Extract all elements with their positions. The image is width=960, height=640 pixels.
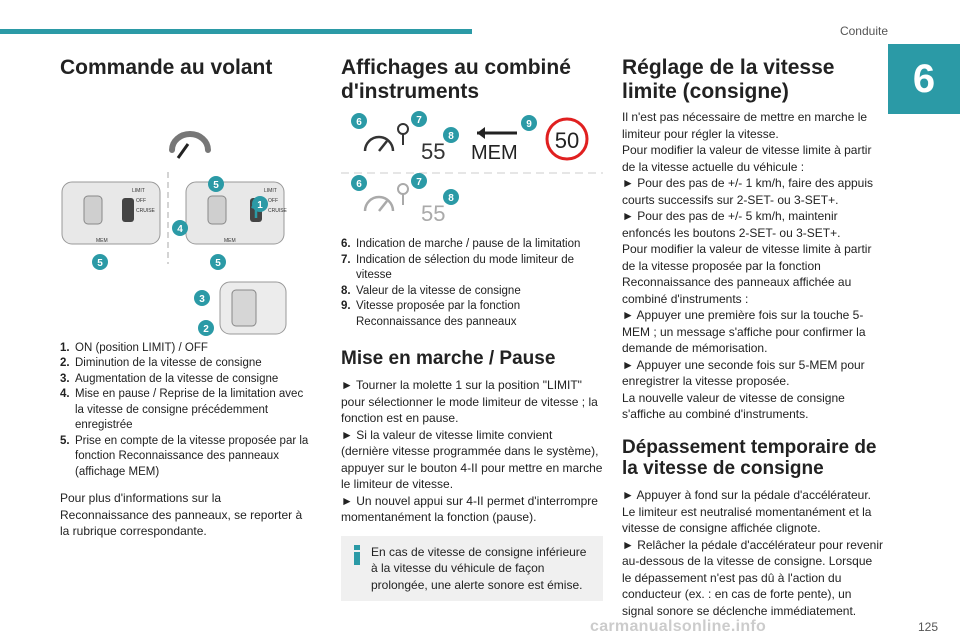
callout-9 [521, 115, 537, 131]
svg-text:6: 6 [356, 179, 362, 191]
label-mem-right: MEM [224, 237, 236, 244]
svg-text:7: 7 [416, 115, 422, 127]
info-icon [351, 545, 363, 565]
speed-value-paused: 55 [421, 201, 446, 227]
legend-list-controls [60, 341, 310, 481]
heading-reglage: Réglage de la vitesse limite (consigne) [622, 56, 835, 103]
paragraph: ► Pour des pas de +/- 5 km/h, maintenir enfoncés les boutons 2-SET- ou 3-SET+. [622, 209, 841, 240]
legend-list-display [341, 237, 603, 330]
callout-8 [443, 127, 459, 143]
steering-wheel-icon [172, 134, 208, 158]
limiter-gauge-icon-paused [365, 197, 393, 211]
svg-text:7: 7 [416, 177, 422, 189]
label-limit: LIMIT [132, 187, 145, 194]
column-speed-setting [622, 56, 884, 619]
arrow-left-icon [477, 127, 517, 139]
legend-item: 2. Diminution de la vitesse de consigne [60, 357, 262, 370]
info-paragraph: Pour plus d'informations sur la Reconnaissance des panneaux, se reporter à la rubrique correspondante. [60, 491, 303, 539]
label-mem: MEM [96, 237, 108, 244]
svg-text:5: 5 [215, 257, 221, 269]
svg-text:8: 8 [448, 193, 454, 205]
header-accent-bar [0, 29, 472, 34]
section-title: Conduite [839, 24, 888, 38]
paragraph: ► Relâcher la pédale d'accélérateur pour revenir au-dessous de la vitesse de consigne. Lorsque le dépassement n'est pas dû à l'action du conducteur (ex. : en cas de forte pente), un signal sonore se déclenche immédiatement. [622, 537, 883, 618]
paragraph: Pour modifier la valeur de vitesse limite à partir de la vitesse proposée par la fonction Reconnaissance des panneaux affichée au combiné d'instruments : [622, 242, 872, 306]
legend-item: 5. Prise en compte de la vitesse proposée par la fonction Reconnaissance des panneaux (affichage MEM) [60, 434, 309, 478]
legend-item: 3. Augmentation de la vitesse de consigne [60, 372, 279, 385]
legend-item: 8. Valeur de la vitesse de consigne [341, 284, 521, 297]
callout-8b [443, 189, 459, 205]
paragraph: ► Si la valeur de vitesse limite convient (dernière vitesse programmée dans le système), appuyer sur le bouton 4-II pour mettre en marche le limiteur de vitesse. [341, 427, 603, 492]
paragraph: ► Appuyer une seconde fois sur 5-MEM pour enregistrer la vitesse proposée. [622, 357, 865, 389]
callout-6 [351, 113, 367, 129]
watermark: carmanualsonline.info [590, 618, 767, 635]
legend-item: 4. Mise en pause / Reprise de la limitation avec la vitesse de consigne précédemment enregistrée [60, 388, 304, 432]
svg-text:1: 1 [257, 199, 263, 211]
stalk-right-illustration [186, 179, 288, 244]
label-off-right: OFF [268, 197, 278, 204]
label-cruise-right: CRUISE [268, 207, 287, 214]
limit-marker-icon [398, 124, 408, 145]
callout-7b [411, 173, 427, 189]
paragraph: Il n'est pas nécessaire de mettre en marche le limiteur pour régler la vitesse. [622, 110, 868, 141]
steering-control-figure [60, 92, 310, 337]
heading-mise-en-marche: Mise en marche / Pause [341, 348, 556, 370]
legend-item: 9. Vitesse proposée par la fonction Reconnaissance des panneaux [341, 300, 521, 328]
page-number: 125 [917, 620, 938, 634]
paragraph: ► Pour des pas de +/- 1 km/h, faire des appuis courts successifs sur 2-SET- ou 3-SET+. [622, 176, 874, 207]
svg-text:9: 9 [526, 119, 532, 131]
info-note-box [341, 536, 603, 602]
callout-6b [351, 175, 367, 191]
callout-1 [252, 196, 268, 212]
label-cruise: CRUISE [136, 207, 155, 214]
paragraph: ► Appuyer à fond sur la pédale d'accélérateur. Le limiteur est neutralisé momentanément et la vitesse de consigne affichée clignote. [622, 488, 872, 536]
limit-marker-icon-paused [398, 184, 408, 205]
callout-2 [198, 320, 214, 336]
heading-affichages: Affichages au combiné d'instruments [341, 56, 571, 103]
column-instrument-display [341, 56, 603, 601]
note-text: En cas de vitesse de consigne inférieure à la vitesse du véhicule de façon prolongée, une alerte sonore est émise. [371, 544, 587, 592]
stalk-left-illustration [62, 182, 160, 244]
heading-depassement: Dépassement temporaire de la vitesse de consigne [622, 436, 877, 479]
label-off: OFF [136, 197, 146, 204]
callout-4 [172, 220, 188, 236]
svg-text:6: 6 [356, 117, 362, 129]
legend-item: 7. Indication de sélection du mode limiteur de vitesse [341, 253, 574, 282]
mem-label: MEM [471, 142, 518, 165]
speed-value-active: 55 [421, 139, 446, 165]
set-buttons-illustration [220, 282, 286, 334]
callout-7 [411, 111, 427, 127]
label-limit-right: LIMIT [264, 187, 277, 194]
legend-item: 1. ON (position LIMIT) / OFF [60, 341, 208, 354]
svg-text:4: 4 [177, 223, 183, 235]
sign-speed: 50 [554, 128, 580, 154]
chapter-tab: 6 [888, 44, 960, 114]
limiter-gauge-icon-active [365, 137, 393, 151]
paragraph: ► Appuyer une première fois sur la touche 5-MEM ; un message s'affiche pour confirmer la demande de mémorisation. [622, 308, 866, 356]
svg-text:5: 5 [213, 179, 219, 191]
instrument-display-figure [341, 111, 603, 231]
paragraph: ► Un nouvel appui sur 4-II permet d'interrompre momentanément la fonction (pause). [341, 493, 598, 525]
legend-item: 6. Indication de marche / pause de la limitation [341, 238, 581, 251]
callout-5c [210, 254, 226, 270]
heading-commande-volant: Commande au volant [60, 56, 273, 79]
callout-5a [208, 176, 224, 192]
svg-text:8: 8 [448, 131, 454, 143]
callout-5b [92, 254, 108, 270]
column-steering-control [60, 56, 310, 540]
svg-text:3: 3 [199, 293, 205, 305]
paragraph: ► Tourner la molette 1 sur la position "LIMIT" pour sélectionner le mode limiteur de vitesse ; la fonction est en pause. [341, 378, 598, 426]
paragraph: La nouvelle valeur de vitesse de consigne s'affiche au combiné d'instruments. [622, 390, 845, 422]
callout-3 [194, 290, 210, 306]
paragraph: Pour modifier la valeur de vitesse limite à partir de la vitesse actuelle du véhicule : [622, 143, 872, 174]
svg-text:5: 5 [97, 257, 103, 269]
svg-text:2: 2 [203, 323, 209, 335]
